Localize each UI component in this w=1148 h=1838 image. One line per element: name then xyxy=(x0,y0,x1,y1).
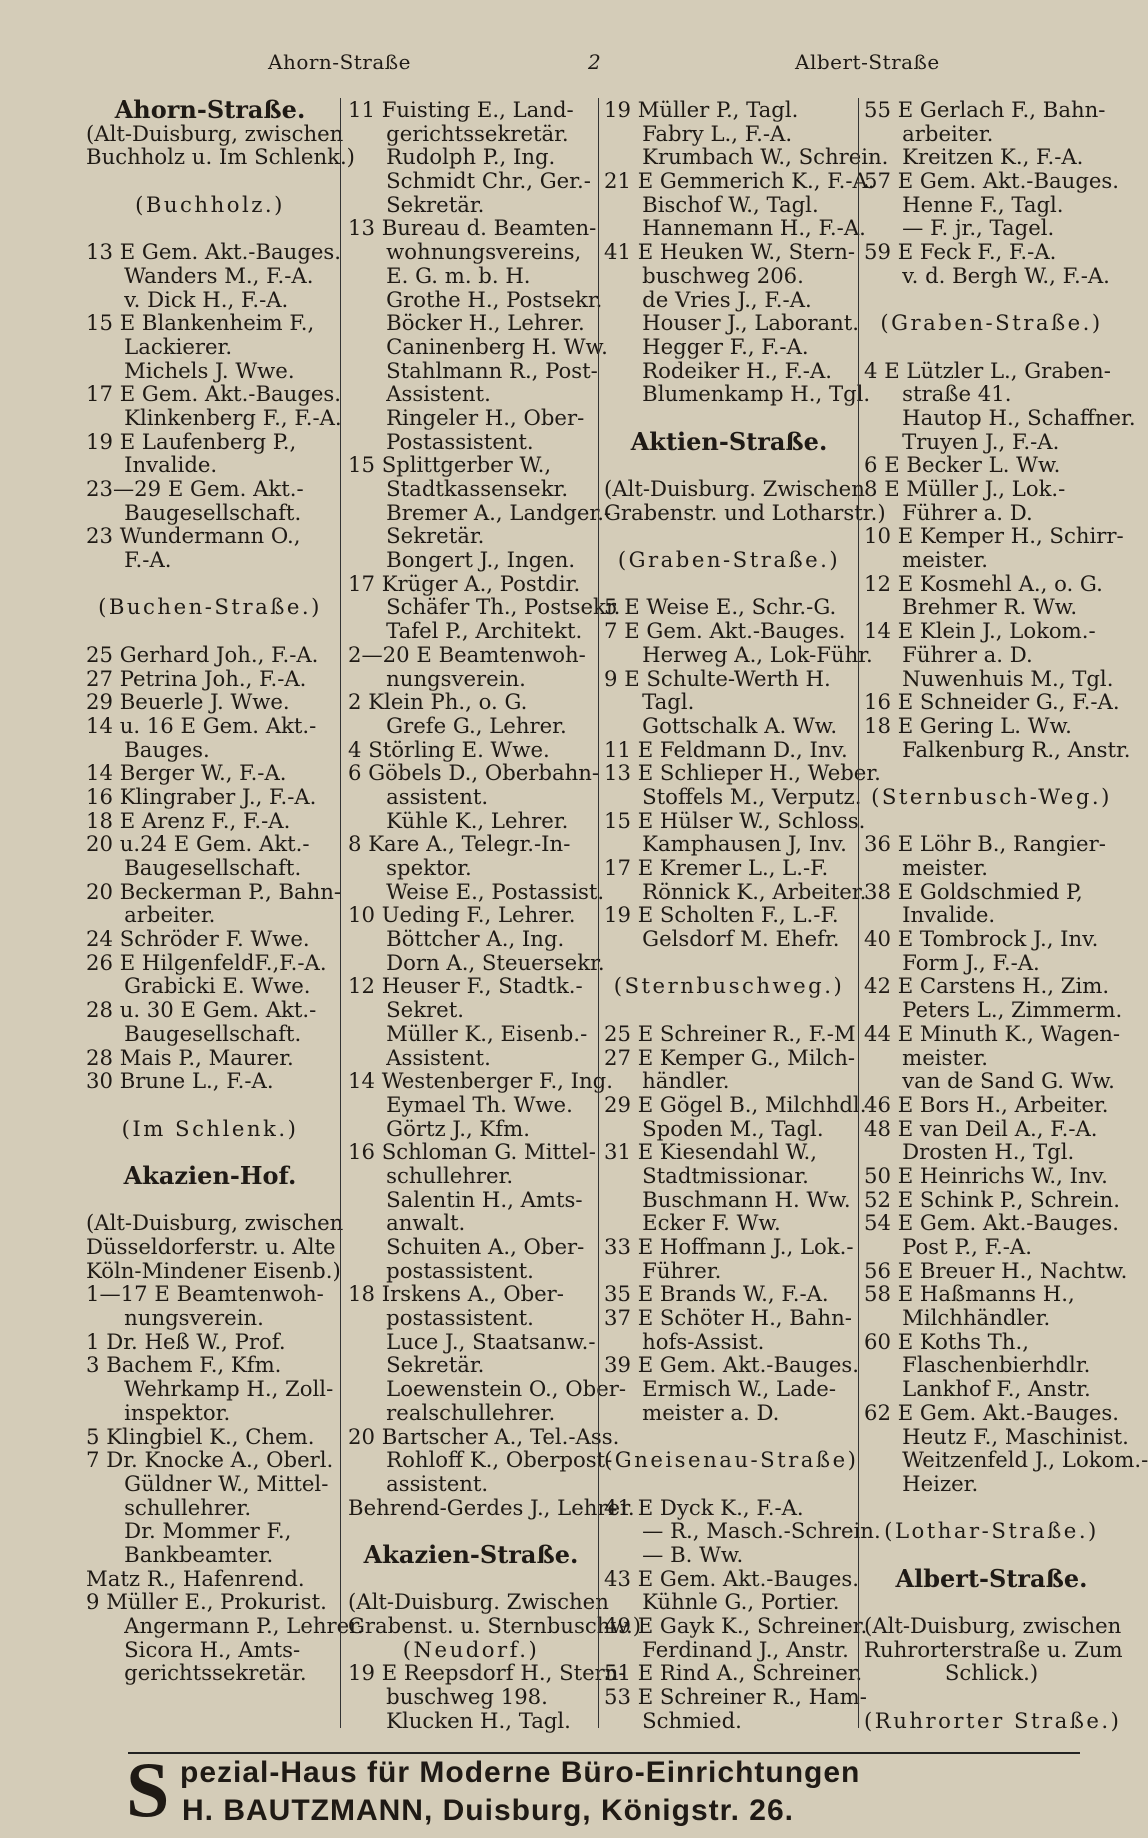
entry-line: Falkenburg R., Anstr. xyxy=(902,736,1131,762)
entry-line: Buschmann H. Ww. xyxy=(642,1186,851,1212)
section-label: (Neudorf.) xyxy=(402,1636,540,1662)
entry-line: 3 Bachem F., Kfm. xyxy=(86,1352,282,1378)
entry-line: Angermann P., Lehrer. xyxy=(124,1613,364,1638)
entry-line: Grefe G., Lehrer. xyxy=(386,712,567,738)
street-description: Düsseldorferstr. u. Alte xyxy=(86,1234,336,1259)
entry-line: buschweg 198. xyxy=(386,1684,548,1710)
entry-line: 41 E Heuken W., Stern- xyxy=(604,239,856,265)
entry-line: Michels J. Wwe. xyxy=(124,357,295,383)
entry-line: Dorn A., Steuersekr. xyxy=(386,949,605,975)
entry-line: 43 E Gem. Akt.-Bauges. xyxy=(604,1565,860,1591)
entry-line: 42 E Carstens H., Zim. xyxy=(864,973,1110,999)
entry-line: Sekretär. xyxy=(386,1352,485,1378)
entry-line: Assistent. xyxy=(386,381,491,407)
entry-line: 53 E Schreiner R., Ham- xyxy=(604,1684,867,1710)
entry-line: Ferdinand J., Anstr. xyxy=(642,1636,849,1662)
spacer xyxy=(86,619,334,643)
advertisement-line-2: H. BAUTZMANN, Duisburg, Königstr. 26. xyxy=(182,1794,795,1827)
section-label: (Sternbuschweg.) xyxy=(613,973,845,999)
entry-line: Bauges. xyxy=(124,736,210,762)
entry-line: 15 Splittgerber W., xyxy=(348,452,552,478)
column-1 xyxy=(86,95,364,1726)
street-description: Schlick.) xyxy=(944,1660,1039,1686)
entry-line: Baugesellschaft. xyxy=(124,1020,302,1046)
entry-line: Post P., F.-A. xyxy=(902,1234,1032,1259)
entry-line: F.-A. xyxy=(124,547,172,573)
entry-line: 9 Müller E., Prokurist. xyxy=(86,1589,327,1615)
entry-line: Drosten H., Tgl. xyxy=(902,1139,1075,1165)
running-header-right: Albert-Straße xyxy=(795,50,940,74)
street-description: (Alt-Duisburg, zwischen xyxy=(86,1210,344,1236)
entry-line: Klinkenberg F., F.-A. xyxy=(124,404,342,430)
street-description: (Alt-Duisburg. Zwischen xyxy=(604,476,865,501)
entry-line: Böttcher A., Ing. xyxy=(386,926,565,952)
entry-line: Hannemann H., F.-A. xyxy=(642,215,866,241)
entry-line: Lankhof F., Anstr. xyxy=(902,1376,1091,1402)
entry-line: Güldner W., Mittel- xyxy=(124,1470,329,1496)
spacer xyxy=(864,288,1119,312)
entry-line: Eymael Th. Wwe. xyxy=(386,1091,573,1117)
entry-line: Sekretär. xyxy=(386,523,485,549)
entry-line: Hegger F., F.-A. xyxy=(642,333,809,359)
entry-line: 4 E Lützler L., Graben- xyxy=(864,357,1111,383)
entry-line: 30 Brune L., F.-A. xyxy=(86,1068,274,1094)
entry-line: Sicora H., Amts- xyxy=(124,1636,301,1662)
street-heading: Akazien-Hof. xyxy=(123,1160,297,1190)
entry-line: 46 E Bors H., Arbeiter. xyxy=(864,1091,1109,1117)
entry-line: 52 E Schink P., Schrein. xyxy=(864,1186,1120,1212)
entry-line: arbeiter. xyxy=(902,120,994,146)
entry-line: 14 u. 16 E Gem. Akt.- xyxy=(86,712,317,738)
banner-initial: S xyxy=(126,1746,170,1833)
entry-line: 18 E Arenz F., F.-A. xyxy=(86,807,291,833)
entry-line: 1 Dr. Heß W., Prof. xyxy=(86,1328,286,1354)
entry-line: 13 E Gem. Akt.-Bauges. xyxy=(86,239,342,265)
entry-line: Dr. Mommer F., xyxy=(124,1518,292,1544)
entry-line: 31 E Kiesendahl W., xyxy=(604,1139,817,1165)
entry-line: Kühnle G., Portier. xyxy=(642,1589,840,1615)
entry-line: Wehrkamp H., Zoll- xyxy=(124,1376,334,1402)
entry-line: Milchhändler. xyxy=(902,1305,1051,1331)
entry-line: Herweg A., Lok-Führ. xyxy=(642,641,873,667)
entry-line: 41 E Dyck K., F.-A. xyxy=(604,1494,804,1520)
entry-line: Behrend-Gerdes J., Lehrer. xyxy=(348,1494,635,1520)
entry-line: nungsverein. xyxy=(124,1305,264,1331)
entry-line: Ermisch W., Lade- xyxy=(642,1376,836,1402)
street-heading: Ahorn-Straße. xyxy=(114,95,306,124)
entry-line: Gelsdorf M. Ehefr. xyxy=(642,926,840,952)
entry-line: 62 E Gem. Akt.-Bauges. xyxy=(864,1399,1120,1425)
entry-line: Stahlmann R., Post- xyxy=(386,357,598,383)
entry-line: 6 Göbels D., Oberbahn- xyxy=(348,760,600,786)
entry-line: — B. Ww. xyxy=(642,1541,744,1567)
section-label: (Buchen-Straße.) xyxy=(98,594,322,620)
entry-line: Luce J., Staatsanw.- xyxy=(386,1328,596,1354)
section-label: (Sternbusch-Weg.) xyxy=(871,783,1112,809)
entry-line: Ecker F. Ww. xyxy=(642,1210,781,1236)
entry-line: 28 Mais P., Maurer. xyxy=(86,1044,294,1070)
entry-line: Loewenstein O., Ober- xyxy=(386,1376,627,1402)
entry-line: gerichtssekretär. xyxy=(386,120,569,146)
entry-line: Kamphausen J, Inv. xyxy=(642,831,847,857)
entry-line: Baugesellschaft. xyxy=(124,855,302,880)
entry-line: 44 E Minuth K., Wagen- xyxy=(864,1020,1121,1046)
entry-line: 57 E Gem. Akt.-Bauges. xyxy=(864,168,1120,194)
entry-line: 19 E Laufenberg P., xyxy=(86,428,297,454)
entry-line: Rönnick K., Arbeiter. xyxy=(642,878,867,904)
entry-line: Führer. xyxy=(642,1257,722,1283)
entry-line: de Vries J., F.-A. xyxy=(642,286,812,312)
entry-line: Grabicki E. Wwe. xyxy=(124,973,311,999)
spacer xyxy=(86,169,334,193)
entry-line: 10 Ueding F., Lehrer. xyxy=(348,902,576,928)
entry-line: schullehrer. xyxy=(124,1494,252,1520)
entry-line: 2—20 E Beamtenwoh- xyxy=(348,641,586,667)
entry-line: 54 E Gem. Akt.-Bauges. xyxy=(864,1210,1120,1236)
entry-line: 51 E Rind A., Schreiner. xyxy=(604,1660,863,1686)
entry-line: 7 E Gem. Akt.-Bauges. xyxy=(604,618,846,644)
entry-line: Schmidt Chr., Ger.- xyxy=(386,168,591,194)
entry-line: 8 E Müller J., Lok.- xyxy=(864,476,1066,501)
entry-line: postassistent. xyxy=(386,1305,534,1331)
entry-line: schullehrer. xyxy=(386,1162,514,1188)
entry-line: Sekret. xyxy=(386,997,464,1023)
entry-line: Tafel P., Architekt. xyxy=(386,618,583,644)
entry-line: 38 E Goldschmied P, xyxy=(864,878,1083,904)
entry-line: 12 Heuser F., Stadtk.- xyxy=(348,973,583,999)
entry-line: Tagl. xyxy=(642,689,695,715)
spacer xyxy=(864,761,1119,785)
entry-line: 17 E Gem. Akt.-Bauges. xyxy=(86,381,342,407)
entry-line: meister. xyxy=(902,1044,989,1070)
entry-line: Peters L., Zimmerm. xyxy=(902,997,1123,1023)
section-label: (Graben-Straße.) xyxy=(617,547,841,573)
entry-line: Blumenkamp H., Tgl. xyxy=(642,381,871,407)
street-description: (Alt-Duisburg. Zwischen xyxy=(348,1589,609,1615)
entry-line: Fabry L., F.-A. xyxy=(642,120,793,146)
entry-line: Kühle K., Lehrer. xyxy=(386,807,569,833)
entry-line: buschweg 206. xyxy=(642,262,804,288)
street-heading: Akazien-Straße. xyxy=(363,1539,579,1569)
spacer xyxy=(864,1496,1119,1520)
entry-line: Bischof W., Tagl. xyxy=(642,191,819,217)
entry-line: Sekretär. xyxy=(386,191,485,217)
entry-line: v. d. Bergh W., F.-A. xyxy=(902,262,1110,288)
spacer xyxy=(604,998,854,1022)
street-description: (Alt-Duisburg, zwischen xyxy=(864,1613,1122,1638)
section-label: (Buchholz.) xyxy=(135,191,285,217)
entry-line: 18 Irskens A., Ober- xyxy=(348,1281,564,1307)
entry-line: 17 E Kremer L., L.-F. xyxy=(604,855,829,880)
street-description: Ruhrorterstraße u. Zum xyxy=(864,1636,1123,1662)
running-header-left: Ahorn-Straße xyxy=(268,50,411,74)
entry-line: Matz R., Hafenrend. xyxy=(86,1565,305,1591)
entry-line: 20 Bartscher A., Tel.-Ass. xyxy=(348,1423,620,1449)
entry-line: 59 E Feck F., F.-A. xyxy=(864,239,1057,265)
entry-line: 11 Fuisting E., Land- xyxy=(348,97,574,122)
column-divider xyxy=(340,98,341,1728)
section-label: (Gneisenau-Straße) xyxy=(604,1447,859,1473)
entry-line: Form J., F.-A. xyxy=(902,949,1040,975)
entry-line: meister. xyxy=(902,547,989,573)
entry-line: 21 E Gemmerich K., F.-A. xyxy=(604,168,875,194)
entry-line: 50 E Heinrichs W., Inv. xyxy=(864,1162,1108,1188)
entry-line: 19 Müller P., Tagl. xyxy=(604,97,799,122)
entry-line: 1—17 E Beamtenwoh- xyxy=(86,1281,324,1307)
entry-line: 39 E Gem. Akt.-Bauges. xyxy=(604,1352,860,1378)
entry-line: spektor. xyxy=(386,855,472,880)
entry-line: 24 Schröder F. Wwe. xyxy=(86,926,310,952)
entry-line: 35 E Brands W., F.-A. xyxy=(604,1281,829,1307)
column-3 xyxy=(604,97,889,1733)
entry-line: gerichtssekretär. xyxy=(124,1660,307,1686)
entry-line: Brehmer R. Ww. xyxy=(902,594,1078,620)
entry-line: Rodeiker H., F.-A. xyxy=(642,357,832,383)
section-label: (Im Schlenk.) xyxy=(121,1115,299,1141)
entry-line: Gottschalk A. Ww. xyxy=(642,712,838,738)
entry-line: Assistent. xyxy=(386,1044,491,1070)
entry-line: 40 E Tombrock J., Inv. xyxy=(864,926,1099,952)
entry-line: 29 E Gögel B., Milchhdl. xyxy=(604,1091,867,1117)
entry-line: Weise E., Postassist. xyxy=(386,878,605,904)
entry-line: 4 Störling E. Wwe. xyxy=(348,736,550,762)
entry-line: Böcker H., Lehrer. xyxy=(386,310,585,336)
entry-line: 26 E HilgenfeldF.,F.-A. xyxy=(86,949,327,975)
entry-line: Ringeler H., Ober- xyxy=(386,404,585,430)
section-label: (Ruhrorter Straße.) xyxy=(864,1707,1122,1733)
street-heading: Albert-Straße. xyxy=(895,1563,1088,1593)
spacer xyxy=(348,1567,594,1591)
entry-line: Grabenstr. und Lotharstr.) xyxy=(604,499,886,525)
spacer xyxy=(86,1093,334,1117)
section-label: (Lothar-Straße.) xyxy=(884,1518,1099,1544)
entry-line: 60 E Koths Th., xyxy=(864,1328,1029,1354)
entry-line: 14 E Klein J., Lokom.- xyxy=(864,618,1096,644)
street-heading: Aktien-Straße. xyxy=(630,426,828,456)
spacer xyxy=(864,1590,1119,1614)
column-2 xyxy=(348,97,641,1733)
entry-line: 23 Wundermann O., xyxy=(86,523,301,549)
entry-line: 13 Bureau d. Beamten- xyxy=(348,215,597,241)
entry-line: Schmied. xyxy=(642,1707,742,1733)
entry-line: 2 Klein Ph., o. G. xyxy=(348,689,528,715)
spacer xyxy=(86,1188,334,1212)
entry-line: Spoden M., Tagl. xyxy=(642,1115,824,1141)
entry-line: 18 E Gering L. Ww. xyxy=(864,712,1072,738)
spacer xyxy=(604,1425,854,1449)
banner-rule xyxy=(128,1752,1080,1754)
entry-line: 48 E van Deil A., F.-A. xyxy=(864,1115,1098,1141)
entry-line: Salentin H., Amts- xyxy=(386,1186,583,1212)
entry-line: 25 E Schreiner R., F.-M xyxy=(604,1020,856,1046)
entry-line: händler. xyxy=(642,1068,730,1094)
spacer xyxy=(86,216,334,240)
street-description: (Alt-Duisburg, zwischen xyxy=(86,120,344,146)
entry-line: Stadtmissionar. xyxy=(642,1162,809,1188)
spacer xyxy=(604,951,854,975)
entry-line: 55 E Gerlach F., Bahn- xyxy=(864,97,1106,122)
spacer xyxy=(864,335,1119,359)
entry-line: 37 E Schöter H., Bahn- xyxy=(604,1305,852,1331)
entry-line: 6 E Becker L. Ww. xyxy=(864,452,1061,478)
entry-line: 16 E Schneider G., F.-A. xyxy=(864,689,1120,715)
entry-line: 33 E Hoffmann J., Lok.- xyxy=(604,1234,854,1259)
entry-line: 16 Klingraber J., F.-A. xyxy=(86,783,317,809)
entry-line: 56 E Breuer H., Nachtw. xyxy=(864,1257,1128,1283)
entry-line: — F. jr., Tagel. xyxy=(902,215,1055,241)
entry-line: Rohloff K., Oberpost- xyxy=(386,1447,613,1473)
entry-line: 29 Beuerle J. Wwe. xyxy=(86,689,290,715)
entry-line: meister. xyxy=(902,855,989,880)
entry-line: realschullehrer. xyxy=(386,1399,556,1425)
entry-line: Rudolph P., Ing. xyxy=(386,144,556,170)
entry-line: 10 E Kemper H., Schirr- xyxy=(864,523,1124,549)
entry-line: 25 Gerhard Joh., F.-A. xyxy=(86,641,319,667)
entry-line: nungsverein. xyxy=(386,665,526,691)
entry-line: Führer a. D. xyxy=(902,641,1033,667)
spacer xyxy=(864,809,1119,833)
entry-line: 27 Petrina Joh., F.-A. xyxy=(86,665,307,691)
entry-line: hofs-Assist. xyxy=(642,1328,765,1354)
entry-line: 28 u. 30 E Gem. Akt.- xyxy=(86,997,317,1023)
entry-line: 14 Berger W., F.-A. xyxy=(86,760,287,786)
entry-line: Köln-Mindener Eisenb.) xyxy=(86,1257,341,1283)
column-divider xyxy=(598,98,599,1728)
entry-line: Postassistent. xyxy=(386,428,534,454)
column-divider xyxy=(858,98,859,1728)
entry-line: Kreitzen K., F.-A. xyxy=(902,144,1084,170)
entry-line: 5 E Weise E., Schr.-G. xyxy=(604,594,837,620)
entry-line: wohnungsvereins, xyxy=(386,239,582,265)
section-label: (Graben-Straße.) xyxy=(880,310,1103,336)
entry-line: Stoffels M., Verputz. xyxy=(642,783,862,809)
entry-line: Görtz J., Kfm. xyxy=(386,1115,530,1141)
entry-line: Grothe H., Postsekr. xyxy=(386,286,603,312)
spacer xyxy=(864,1685,1119,1709)
entry-line: Nuwenhuis M., Tgl. xyxy=(902,665,1114,691)
entry-line: 20 Beckerman P., Bahn- xyxy=(86,878,342,904)
entry-line: 20 u.24 E Gem. Akt.- xyxy=(86,831,310,857)
entry-line: 14 Westenberger F., Ing. xyxy=(348,1068,613,1094)
entry-line: 9 E Schulte-Werth H. xyxy=(604,665,831,691)
entry-line: Hautop H., Schaffner. xyxy=(902,404,1136,430)
spacer xyxy=(86,572,334,596)
entry-line: 19 E Reepsdorf H., Stern- xyxy=(348,1660,626,1686)
entry-line: inspektor. xyxy=(124,1399,231,1425)
entry-line: Klucken H., Tagl. xyxy=(386,1707,571,1733)
entry-line: Flaschenbierhdlr. xyxy=(902,1352,1091,1378)
entry-line: 16 Schloman G. Mittel- xyxy=(348,1139,596,1165)
spacer xyxy=(604,524,854,548)
entry-line: Baugesellschaft. xyxy=(124,499,302,525)
entry-line: Heizer. xyxy=(902,1470,979,1496)
entry-line: anwalt. xyxy=(386,1210,466,1236)
advertisement-line-1: pezial-Haus für Moderne Büro-Einrichtungen xyxy=(180,1756,861,1789)
entry-line: Bongert J., Ingen. xyxy=(386,547,576,573)
entry-line: Schuiten A., Ober- xyxy=(386,1234,585,1259)
entry-line: Schäfer Th., Postsekr. xyxy=(386,594,621,620)
entry-line: Müller K., Eisenb.- xyxy=(386,1020,588,1046)
entry-line: assistent. xyxy=(386,1470,489,1496)
entry-line: Bremer A., Landger.- xyxy=(386,499,612,525)
entry-line: 12 E Kosmehl A., o. G. xyxy=(864,570,1103,596)
entry-line: 11 E Feldmann D., Inv. xyxy=(604,736,848,762)
entry-line: Caninenberg H. Ww. xyxy=(386,333,608,359)
entry-line: 36 E Löhr B., Rangier- xyxy=(864,831,1106,857)
entry-line: 5 Klingbiel K., Chem. xyxy=(86,1423,315,1449)
entry-line: 23—29 E Gem. Akt.- xyxy=(86,476,304,501)
spacer xyxy=(604,453,854,477)
entry-line: meister a. D. xyxy=(642,1399,780,1425)
entry-line: postassistent. xyxy=(386,1257,534,1283)
entry-line: — R., Masch.-Schrein. xyxy=(642,1518,881,1544)
entry-line: straße 41. xyxy=(902,381,1012,407)
entry-line: 15 E Hülser W., Schloss. xyxy=(604,807,866,833)
entry-line: Bankbeamter. xyxy=(124,1541,274,1567)
entry-line: v. Dick H., F.-A. xyxy=(124,286,289,312)
entry-line: Houser J., Laborant. xyxy=(642,310,860,336)
spacer xyxy=(604,1472,854,1496)
entry-line: Buchholz u. Im Schlenk.) xyxy=(86,144,355,170)
entry-line: 8 Kare A., Telegr.-In- xyxy=(348,831,571,857)
entry-line: arbeiter. xyxy=(124,902,216,928)
page-number: 2 xyxy=(588,50,602,74)
entry-line: 17 Krüger A., Postdir. xyxy=(348,570,581,596)
column-4 xyxy=(864,97,1148,1733)
entry-line: Führer a. D. xyxy=(902,499,1033,525)
entry-line: 7 Dr. Knocke A., Oberl. xyxy=(86,1447,334,1473)
entry-line: Weitzenfeld J., Lokom.- xyxy=(902,1447,1148,1473)
entry-line: 13 E Schlieper H., Weber. xyxy=(604,760,881,786)
entry-line: 27 E Kemper G., Milch- xyxy=(604,1044,856,1070)
entry-line: Truyen J., F.-A. xyxy=(902,428,1060,454)
entry-line: 58 E Haßmanns H., xyxy=(864,1281,1075,1307)
entry-line: Wanders M., F.-A. xyxy=(124,262,314,288)
entry-line: 15 E Blankenheim F., xyxy=(86,310,315,336)
entry-line: Grabenst. u. Sternbuschw.) xyxy=(348,1613,641,1638)
entry-line: assistent. xyxy=(386,783,489,809)
entry-line: Stadtkassensekr. xyxy=(386,476,569,501)
entry-line: Invalide. xyxy=(124,452,218,478)
entry-line: Henne F., Tagl. xyxy=(902,191,1064,217)
entry-line: Invalide. xyxy=(902,902,996,928)
entry-line: Krumbach W., Schrein. xyxy=(642,144,889,170)
entry-line: E. G. m. b. H. xyxy=(386,262,531,288)
entry-line: Lackierer. xyxy=(124,333,233,359)
entry-line: 19 E Scholten F., L.-F. xyxy=(604,902,839,928)
entry-line: van de Sand G. Ww. xyxy=(902,1068,1115,1094)
spacer xyxy=(604,572,854,596)
entry-line: Heutz F., Maschinist. xyxy=(902,1423,1129,1449)
entry-line: 49 E Gayk K., Schreiner. xyxy=(604,1613,868,1638)
